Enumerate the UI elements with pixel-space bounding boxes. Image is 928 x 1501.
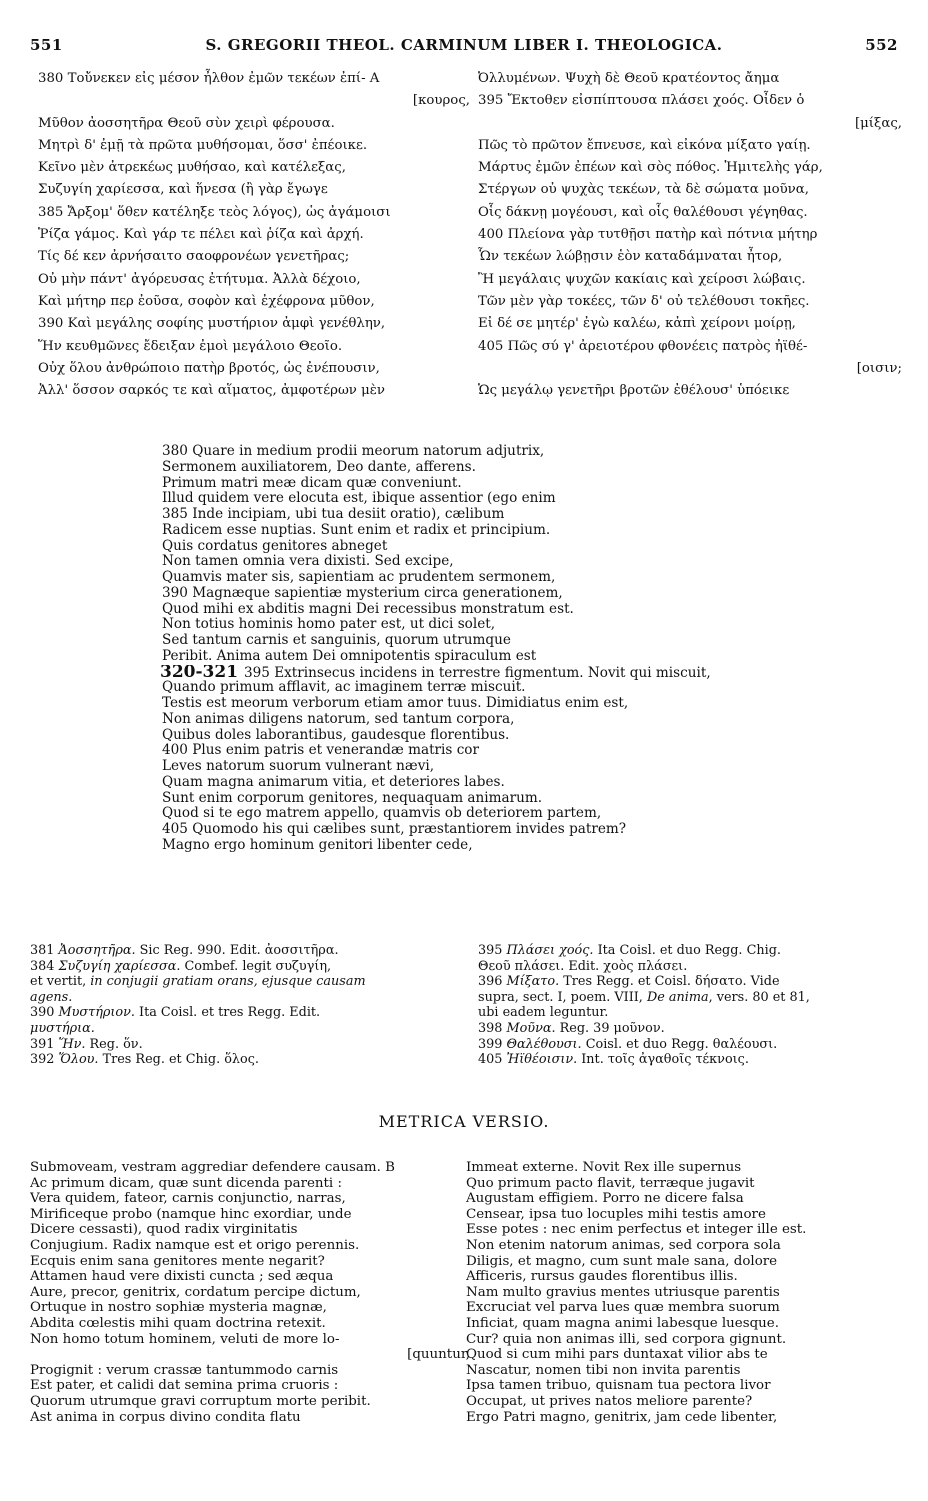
footnote-lemma: Θαλέθουσι. bbox=[506, 1036, 582, 1052]
latin-line: Leves natorum suorum vulnerant nævi, bbox=[162, 759, 435, 774]
footnote-text: Ita Coisl. et tres Regg. Edit. bbox=[134, 1005, 321, 1021]
footnote-text: 381 bbox=[30, 943, 59, 958]
page-number-right: 552 bbox=[865, 36, 898, 54]
greek-verse-line: [κουρος, bbox=[412, 93, 470, 109]
metrica-verse-line: Ac primum dicam, quæ sunt dicenda parenti : bbox=[30, 1175, 342, 1191]
section-title: METRICA VERSIO. bbox=[378, 1112, 550, 1131]
footnote-lemma: Ἀοσσητῆρα. bbox=[58, 943, 136, 958]
greek-text-right-column bbox=[478, 68, 902, 402]
latin-line: Quis cordatus genitores abneget bbox=[162, 538, 388, 554]
greek-verse-line: Πῶς τὸ πρῶτον ἔπνευσε, καὶ εἰκόνα μίξατο γαίῃ. bbox=[478, 137, 811, 153]
footnotes-right bbox=[478, 943, 908, 1068]
metrica-verse-line: Afficeris, rursus gaudes florentibus illis. bbox=[466, 1269, 738, 1285]
footnote-lemma: Ὅλου. bbox=[58, 1052, 99, 1068]
metrica-verse-line: Immeat externe. Novit Rex ille supernus bbox=[466, 1160, 742, 1175]
metrica-left-column bbox=[30, 1160, 470, 1425]
metrica-verse-line: Esse potes : nec enim perfectus et integer ille est. bbox=[466, 1222, 807, 1238]
latin-line-text: 395 Extrinsecus incidens in terrestre figmentum. Novit qui miscuit, bbox=[243, 664, 711, 681]
footnote-text: et vertit, bbox=[30, 974, 91, 990]
greek-verse-line: 405 Πῶς σύ γ' ἀρειοτέρου φθονέεις πατρὸς ἠϊθέ- bbox=[478, 338, 808, 354]
metrica-verse-line: Nascatur, nomen tibi non invita parentis bbox=[466, 1362, 741, 1378]
greek-verse-line: Ῥίζα γάμος. Καὶ γάρ τε πέλει καὶ ῥίζα καὶ ἀρχή. bbox=[38, 227, 364, 243]
footnote-lemma: Μυστήριον. bbox=[58, 1005, 135, 1021]
footnote-text: 390 bbox=[30, 1005, 59, 1021]
greek-verse-line: Τῶν μὲν γὰρ τοκέες, τῶν δ' οὐ τελέθουσι τοκῆες. bbox=[478, 293, 810, 309]
metrica-verse-line: Dicere cessasti), quod radix virginitatis bbox=[30, 1222, 298, 1238]
greek-verse-line: Ὡς μεγάλῳ γενετῆρι βροτῶν ἐθέλουσ' ὑπόεικε bbox=[478, 383, 790, 399]
greek-verse-line: Μητρὶ δ' ἐμῇ τὰ πρῶτα μυθήσομαι, ὅσσ' ἐπέοικε. bbox=[38, 137, 368, 153]
footnote-line bbox=[30, 959, 460, 975]
latin-line: Non animas diligens natorum, sed tantum corpora, bbox=[162, 711, 515, 727]
footnote-lemma: De anima bbox=[646, 989, 709, 1005]
footnote-text: Reg. ὅν. bbox=[85, 1036, 143, 1052]
metrica-verse-line: Conjugium. Radix namque est et origo perennis. bbox=[30, 1237, 360, 1253]
footnote-text: Coisl. et duo Regg. θαλέουσι. bbox=[581, 1036, 778, 1052]
greek-verse-line: Οὐχ ὅλου ἀνθρώποιο πατὴρ βροτός, ὡς ἐνέπουσιν, bbox=[38, 360, 380, 376]
metrica-verse-line: Vera quidem, fateor, carnis conjunctio, narras, bbox=[30, 1191, 346, 1207]
footnote-text: 384 bbox=[30, 958, 59, 974]
footnote-line bbox=[478, 959, 908, 975]
footnote-line bbox=[478, 1021, 908, 1037]
footnote-text: Tres Reg. et Chig. ὅλος. bbox=[98, 1052, 259, 1068]
footnote-text: Sic Reg. 990. Edit. ἀοσσιτῆρα. bbox=[135, 943, 339, 958]
metrica-verse-line: Censear, ipsa tuo locuples mihi testis amore bbox=[466, 1206, 766, 1222]
footnote-line bbox=[30, 974, 460, 990]
metrica-verse-line: Diligis, et magno, cum sunt male sana, dolore bbox=[466, 1253, 778, 1269]
metrica-right-column bbox=[466, 1160, 906, 1425]
greek-verse-line: Τίς δέ κεν ἀρνήσαιτο σαοφρονέων γενετῆρας; bbox=[38, 249, 350, 265]
footnote-text: 405 bbox=[478, 1052, 507, 1068]
footnote-text: 398 bbox=[478, 1020, 507, 1036]
metrica-verse-line: Ast anima in corpus divino condita flatu bbox=[30, 1409, 301, 1425]
footnote-text: supra, sect. I, poem. VIII, bbox=[478, 989, 647, 1005]
metrica-verse-line: Progignit : verum crassæ tantummodo carnis bbox=[30, 1362, 339, 1378]
latin-line: Peribit. Anima autem Dei omnipotentis spiraculum est bbox=[162, 648, 537, 664]
latin-line: Sermonem auxiliatorem, Deo dante, afferens. bbox=[162, 459, 476, 475]
latin-line: Quibus doles laborantibus, gaudesque florentibus. bbox=[162, 727, 510, 743]
footnote-line bbox=[478, 990, 908, 1006]
footnote-line bbox=[30, 990, 460, 1006]
greek-verse-line: Στέργων οὐ ψυχὰς τεκέων, τὰ δὲ σώματα μοῦνα, bbox=[478, 182, 809, 198]
metrica-verse-line: Ecquis enim sana genitores mente negarit? bbox=[30, 1253, 325, 1269]
metrica-verse-line: Submoveam, vestram aggrediar defendere causam. B bbox=[30, 1160, 395, 1175]
footnote-text: , vers. 80 et 81, bbox=[708, 989, 810, 1005]
latin-line: Quod si te ego matrem appello, quamvis ob deteriorem partem, bbox=[162, 806, 602, 822]
footnote-text: 392 bbox=[30, 1052, 59, 1068]
latin-line: 400 Plus enim patris et venerandæ matris cor bbox=[162, 743, 479, 759]
metrica-verse-line: Cur? quia non animas illi, sed corpora gignunt. bbox=[466, 1331, 787, 1347]
latin-line: Magno ergo hominum genitori libenter cede, bbox=[162, 837, 473, 853]
latin-line: Quam magna animarum vitia, et deteriores labes. bbox=[162, 774, 505, 790]
footnote-text: 395 bbox=[478, 943, 507, 958]
latin-line: 385 Inde incipiam, ubi tua desiit oratio), cælibum bbox=[162, 507, 505, 522]
footnote-text: Θεοῦ πλάσει. Edit. χοὸς πλάσει. bbox=[478, 958, 688, 974]
metrica-verse-line: Non etenim natorum animas, sed corpora sola bbox=[466, 1237, 781, 1253]
greek-verse-line: [οισιν; bbox=[856, 360, 902, 376]
footnote-text: Reg. 39 μοῦνον. bbox=[555, 1020, 665, 1036]
greek-verse-line: Καὶ μήτηρ περ ἐοῦσα, σοφὸν καὶ ἐχέφρονα μῦθον, bbox=[38, 293, 375, 309]
latin-line: 380 Quare in medium prodii meorum natorum adjutrix, bbox=[162, 444, 545, 459]
footnote-lemma: Μοῦνα. bbox=[506, 1020, 556, 1036]
metrica-verse-line: Abdita cœlestis mihi quam doctrina retexit. bbox=[30, 1315, 326, 1331]
footnote-line bbox=[478, 943, 908, 959]
footnote-text: 399 bbox=[478, 1036, 507, 1052]
metrica-verse-line: Inficiat, quam magna animi labesque luesque. bbox=[466, 1315, 779, 1331]
footnote-line bbox=[478, 974, 908, 990]
latin-line: Radicem esse nuptias. Sunt enim et radix et principium. bbox=[162, 522, 551, 538]
latin-line: Illud quidem vere elocuta est, ibique assentior (ego enim bbox=[162, 491, 556, 507]
metrica-verse-line: Quod si cum mihi pars duntaxat vilior abs te bbox=[466, 1347, 768, 1363]
metrica-verse-line: Ortuque in nostro sophiæ mysteria magnæ, bbox=[30, 1300, 327, 1316]
column-marker: 320-321 bbox=[160, 664, 244, 681]
footnote-line bbox=[30, 943, 460, 959]
metrica-verse-line: Quorum utrumque gravi corruptum morte peribit. bbox=[30, 1393, 371, 1409]
greek-verse-line: Κεῖνο μὲν ἀτρεκέως μυθήσαο, καὶ κατέλεξας, bbox=[38, 160, 346, 176]
metrica-verse-line: Non homo totum hominem, veluti de more lo- bbox=[30, 1331, 340, 1347]
footnote-line bbox=[478, 1052, 908, 1068]
metrica-verse-line: Ipsa tamen tribuo, quisnam tua pectora livor bbox=[466, 1378, 771, 1394]
greek-verse-line: Ἀλλ' ὅσσον σαρκός τε καὶ αἵματος, ἀμφοτέρων μὲν bbox=[38, 383, 385, 399]
metrica-verse-line: Aure, precor, genitrix, cordatum percipe dictum, bbox=[30, 1284, 361, 1300]
latin-translation bbox=[162, 444, 862, 854]
latin-line: 390 Magnæque sapientiæ mysterium circa generationem, bbox=[162, 585, 563, 601]
metrica-verse-line: Excruciat vel parva lues quæ membra suorum bbox=[466, 1300, 780, 1316]
latin-line: Sunt enim corporum genitores, nequaquam animarum. bbox=[162, 790, 543, 806]
greek-verse-line: Οἷς δάκνῃ μογέουσι, καὶ οἷς θαλέθουσι γέγηθας. bbox=[478, 204, 808, 220]
footnote-text: Tres Regg. et Coisl. δήσατο. Vide bbox=[559, 974, 780, 990]
footnote-lemma: Μίξατο. bbox=[506, 974, 560, 990]
metrica-verse-line: Mirificeque probo (namque hinc exordiar, unde bbox=[30, 1206, 352, 1222]
page-number-left: 551 bbox=[30, 36, 63, 54]
footnote-text: Ita Coisl. et duo Regg. Chig. bbox=[593, 943, 781, 958]
greek-verse-line: Μῦθον ἀοσσητῆρα Θεοῦ σὺν χειρὶ φέρουσα. bbox=[38, 115, 335, 131]
footnote-line bbox=[478, 1037, 908, 1053]
footnote-lemma: Συζυγίη χαρίεσσα. bbox=[58, 958, 181, 974]
latin-line: Primum matri meæ dicam quæ conveniunt. bbox=[162, 475, 462, 491]
greek-verse-line: Ὀλλυμένων. Ψυχὴ δὲ Θεοῦ κρατέοντος ἄημα bbox=[478, 71, 780, 86]
footnotes-left bbox=[30, 943, 460, 1068]
latin-line: Quamvis mater sis, sapientiam ac prudentem sermonem, bbox=[162, 570, 556, 585]
metrica-verse-line: Ergo Patri magno, genitrix, jam cede libenter, bbox=[466, 1409, 778, 1425]
latin-line: Sed tantum carnis et sanguinis, quorum utrumque bbox=[162, 633, 511, 648]
footnote-text: 396 bbox=[478, 974, 507, 990]
latin-line: Testis est meorum verborum etiam amor tuus. Dimidiatus enim est, bbox=[162, 696, 629, 711]
footnote-lemma: Πλάσει χοός. bbox=[506, 943, 594, 958]
latin-line bbox=[160, 665, 862, 681]
metrica-verse-line: Occupat, ut prives natos meliore parente? bbox=[466, 1393, 753, 1409]
greek-verse-line: 395 Ἔκτοθεν εἰσπίπτουσα πλάσει χοός. Οἶδεν ὁ bbox=[478, 93, 805, 109]
greek-verse-line: Ἢ μεγάλαις ψυχῶν κακίαις καὶ χείροσι λώβαις. bbox=[478, 271, 806, 287]
footnote-text: 391 bbox=[30, 1036, 59, 1052]
latin-line: Non totius hominis homo pater est, ut dici solet, bbox=[162, 617, 496, 633]
greek-verse-line: Ὧν τεκέων λώβῃσιν ἑὸν καταδάμναται ἦτορ, bbox=[478, 249, 783, 265]
greek-verse-line: [μίξας, bbox=[854, 115, 902, 131]
metrica-verse-line: Quo primum pacto flavit, terræque jugavit bbox=[466, 1175, 755, 1191]
metrica-verse-line: Nam multo gravius mentes utriusque parentis bbox=[466, 1284, 780, 1300]
greek-verse-line: Οὐ μὴν πάντ' ἀγόρευσας ἐτήτυμα. Ἀλλὰ δέχοιο, bbox=[38, 271, 361, 287]
footnote-lemma: μυστήρια. bbox=[30, 1020, 95, 1036]
footnote-line bbox=[30, 1005, 460, 1021]
metrica-verse-line: Est pater, et calidi dat semina prima cruoris : bbox=[30, 1378, 339, 1394]
latin-line: Quod mihi ex abditis magni Dei recessibus monstratum est. bbox=[162, 601, 574, 617]
latin-line: 405 Quomodo his qui cælibes sunt, præstantiorem invides patrem? bbox=[162, 822, 627, 837]
footnote-lemma: agens. bbox=[30, 989, 73, 1005]
footnote-lemma: Ἠϊθέοισιν. bbox=[506, 1052, 578, 1068]
page-title: S. GREGORII THEOL. CARMINUM LIBER I. THEOLOGICA. bbox=[205, 36, 723, 54]
greek-verse-line: Συζυγίη χαρίεσσα, καὶ ἥνεσα (ἢ γὰρ ἔγωγε bbox=[38, 182, 328, 198]
metrica-verse-line: Attamen haud vere dixisti cuncta ; sed æqua bbox=[30, 1269, 334, 1285]
greek-verse-line: Εἰ δέ σε μητέρ' ἐγὼ καλέω, κἀπὶ χείρονι μοίρῃ, bbox=[478, 316, 796, 332]
greek-verse-line: Ἥν κευθμῶνες ἔδειξαν ἐμοὶ μεγάλοιο Θεοῖο. bbox=[38, 338, 343, 354]
footnote-text: Combef. legit συζυγίη, bbox=[180, 958, 332, 974]
latin-line: Quando primum afflavit, ac imaginem terræ miscuit. bbox=[162, 680, 526, 696]
footnote-line bbox=[478, 1005, 908, 1021]
greek-verse-line: 400 Πλείονα γὰρ τυτθῇσι πατὴρ καὶ πότνια μήτηρ bbox=[478, 227, 818, 243]
latin-line: Non tamen omnia vera dixisti. Sed excipe, bbox=[162, 554, 454, 570]
greek-verse-line: 390 Καὶ μεγάλης σοφίης μυστήριον ἀμφὶ γενέθλην, bbox=[38, 316, 386, 332]
footnote-lemma: in conjugii gratiam orans, ejusque causam bbox=[90, 974, 366, 990]
running-header bbox=[30, 36, 898, 60]
greek-verse-line: 385 Ἄρξομ' ὅθεν κατέληξε τεὸς λόγος), ὡς ἀγάμοισι bbox=[38, 204, 391, 220]
footnote-lemma: Ἥν. bbox=[58, 1036, 86, 1052]
greek-verse-line: Μάρτυς ἐμῶν ἐπέων καὶ σὸς πόθος. Ἡμιτελὴς γάρ, bbox=[478, 160, 823, 176]
footnote-text: Int. τοῖς ἀγαθοῖς τέκνοις. bbox=[577, 1052, 749, 1068]
metrica-verse-line: [quuntur, bbox=[407, 1347, 470, 1363]
footnote-line bbox=[30, 1037, 460, 1053]
footnote-text: ubi eadem leguntur. bbox=[478, 1005, 609, 1021]
greek-verse-line: 380 Τοὔνεκεν εἰς μέσον ἦλθον ἐμῶν τεκέων ἐπί- Α bbox=[38, 71, 380, 86]
metrica-verse-line: Augustam effigiem. Porro ne dicere falsa bbox=[466, 1191, 744, 1207]
footnote-line bbox=[30, 1021, 460, 1037]
greek-text-left-column bbox=[38, 68, 470, 402]
footnote-line bbox=[30, 1052, 460, 1068]
